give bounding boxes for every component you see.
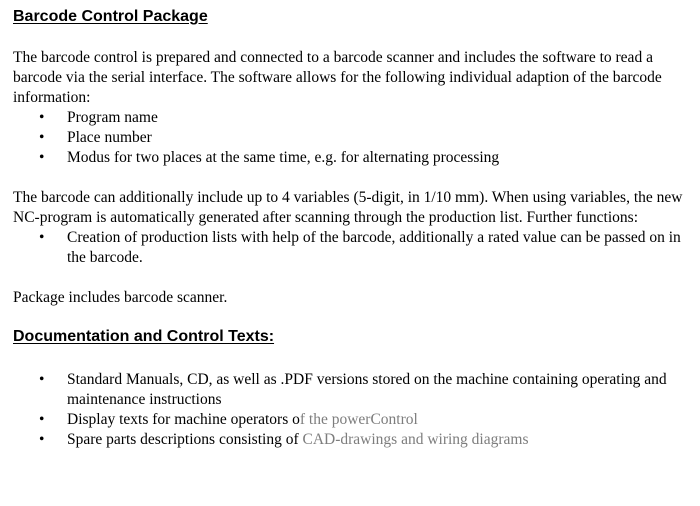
list-item-text: Spare parts descriptions consisting of (67, 431, 303, 448)
bullet-icon: • (39, 149, 45, 166)
bullet-icon: • (39, 371, 45, 388)
list-item-text: Program name (67, 109, 158, 126)
list-item-text: Standard Manuals, CD, as well as .PDF versions stored on the machine containing operating and maintenance instructions (67, 371, 667, 408)
list-item (13, 370, 693, 410)
bullet-icon: • (39, 411, 45, 428)
functions-list (13, 228, 693, 268)
list-item (13, 228, 693, 268)
list-item-text-faded: f the powerControl (299, 411, 418, 428)
bullet-icon: • (39, 129, 45, 146)
list-item-text-faded: CAD-drawings and wiring diagrams (302, 431, 529, 448)
list-item-text: Place number (67, 129, 152, 146)
bullet-icon: • (39, 109, 45, 126)
list-item (13, 410, 693, 430)
barcode-heading: Barcode Control Package (13, 8, 208, 25)
list-item-text: Display texts for machine operators o (67, 411, 300, 428)
documentation-heading: Documentation and Control Texts: (13, 328, 275, 345)
list-item (13, 108, 693, 128)
documentation-list (13, 370, 693, 450)
bullet-icon: • (39, 229, 45, 246)
bullet-icon: • (39, 431, 45, 448)
document-page (13, 6, 693, 450)
list-item (13, 148, 693, 168)
list-item (13, 128, 693, 148)
list-item (13, 430, 693, 450)
list-item-text: Modus for two places at the same time, e.g. for alternating processing (67, 149, 500, 166)
package-note: Package includes barcode scanner. (13, 289, 228, 306)
variables-paragraph: The barcode can additionally include up to 4 variables (5-digit, in 1/10 mm). When using variables, the new NC-program is automatically generated after scanning through the production list. Further functions: (13, 189, 683, 226)
barcode-items-list (13, 108, 693, 168)
list-item-text: Creation of production lists with help of the barcode, additionally a rated value can be passed on in the barcode. (67, 229, 681, 266)
barcode-intro: The barcode control is prepared and connected to a barcode scanner and includes the software to read a barcode via the serial interface. The software allows for the following individual adaption of the barcode information: (13, 49, 662, 106)
